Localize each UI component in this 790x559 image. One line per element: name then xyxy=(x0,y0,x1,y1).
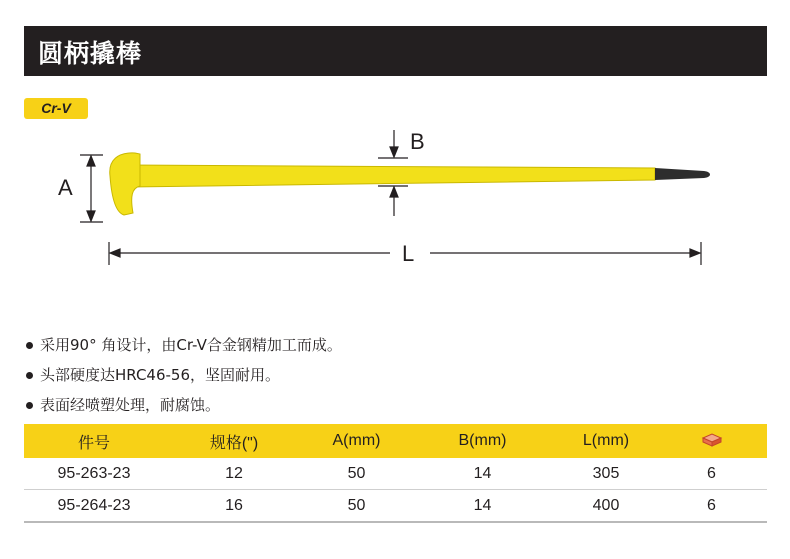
col-header-size: 规格(") xyxy=(164,424,304,458)
page-title: 圆柄撬棒 xyxy=(38,39,143,68)
col-header-package xyxy=(656,424,767,458)
cell-a: 50 xyxy=(304,458,409,490)
bullet-icon xyxy=(26,342,33,349)
table-row xyxy=(24,458,767,490)
cell-a: 50 xyxy=(304,490,409,523)
label-l: L xyxy=(402,241,415,266)
label-b: B xyxy=(410,129,425,154)
cell-l: 305 xyxy=(556,458,656,490)
feature-item: 头部硬度达HRC46-56，坚固耐用。 xyxy=(26,360,342,390)
bar-body xyxy=(128,165,655,187)
cell-size: 16 xyxy=(164,490,304,523)
cell-package: 6 xyxy=(656,490,767,523)
material-badge: Cr-V xyxy=(24,98,88,119)
col-header-a: A(mm) xyxy=(304,424,409,458)
cell-part-no: 95-264-23 xyxy=(24,490,164,523)
bullet-icon xyxy=(26,402,33,409)
cell-b: 14 xyxy=(409,490,556,523)
box-icon xyxy=(701,431,723,447)
feature-item: 采用90° 角设计，由Cr-V合金钢精加工而成。 xyxy=(26,330,342,360)
table-header-row xyxy=(24,424,767,458)
col-header-part-no: 件号 xyxy=(24,424,164,458)
feature-item: 表面经喷塑处理，耐腐蚀。 xyxy=(26,390,342,420)
cell-l: 400 xyxy=(556,490,656,523)
cell-size: 12 xyxy=(164,458,304,490)
dimension-a xyxy=(80,155,103,222)
bar-tip xyxy=(655,168,710,180)
label-a: A xyxy=(58,175,73,200)
cell-b: 14 xyxy=(409,458,556,490)
spec-table xyxy=(24,424,767,523)
table-row xyxy=(24,490,767,523)
hook-head xyxy=(110,153,140,215)
cell-part-no: 95-263-23 xyxy=(24,458,164,490)
col-header-l: L(mm) xyxy=(556,424,656,458)
cell-package: 6 xyxy=(656,458,767,490)
feature-list xyxy=(26,330,342,420)
col-header-b: B(mm) xyxy=(409,424,556,458)
bullet-icon xyxy=(26,372,33,379)
